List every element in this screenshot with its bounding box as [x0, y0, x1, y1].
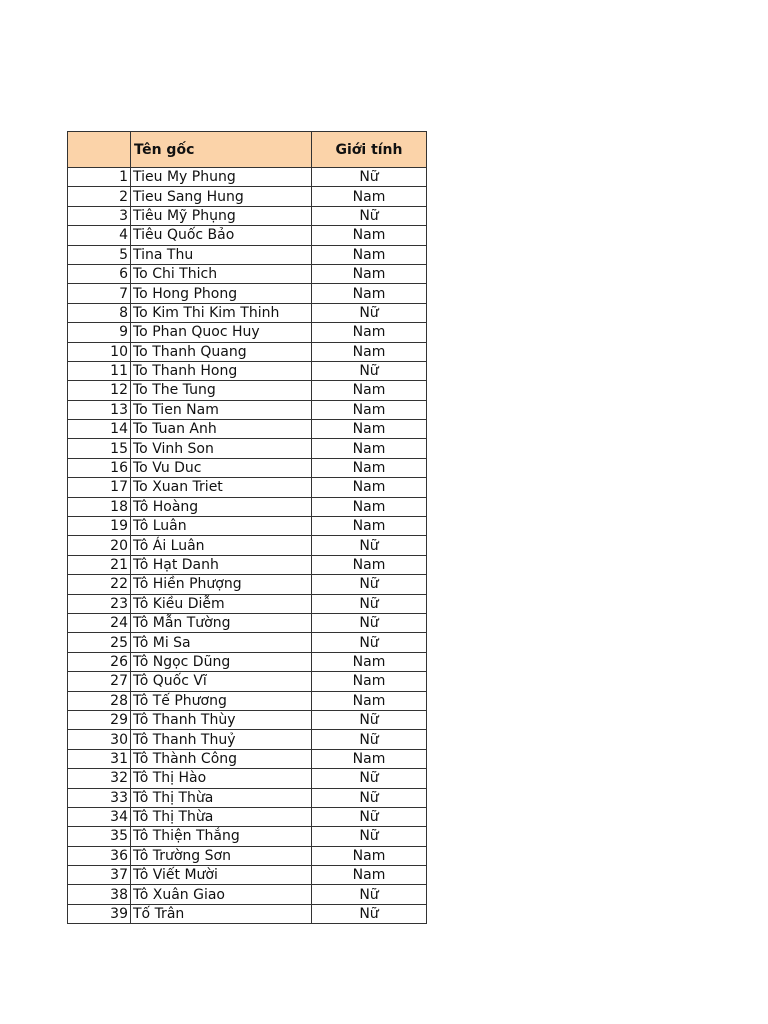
name-cell: Tieu Sang Hung — [131, 187, 312, 206]
table-row — [68, 323, 427, 342]
table-row — [68, 206, 427, 225]
row-index-cell: 15 — [68, 439, 131, 458]
gender-cell: Nam — [312, 866, 427, 885]
table-row — [68, 827, 427, 846]
gender-cell: Nam — [312, 497, 427, 516]
name-cell: To Thanh Hong — [131, 361, 312, 380]
gender-cell: Nam — [312, 555, 427, 574]
row-index-cell: 39 — [68, 904, 131, 923]
name-cell: Tô Xuân Giao — [131, 885, 312, 904]
table-row — [68, 381, 427, 400]
table-row — [68, 497, 427, 516]
name-cell: Tô Trường Sơn — [131, 846, 312, 865]
row-index-cell: 14 — [68, 420, 131, 439]
row-index-cell: 35 — [68, 827, 131, 846]
gender-cell: Nam — [312, 323, 427, 342]
row-index-cell: 38 — [68, 885, 131, 904]
gender-cell: Nữ — [312, 827, 427, 846]
name-cell: Tô Mi Sa — [131, 633, 312, 652]
row-index-cell: 24 — [68, 613, 131, 632]
header-name: Tên gốc — [131, 132, 312, 168]
table-row — [68, 672, 427, 691]
table-row — [68, 575, 427, 594]
name-cell: Tina Thu — [131, 245, 312, 264]
gender-cell: Nữ — [312, 769, 427, 788]
name-cell: Tô Quốc Vĩ — [131, 672, 312, 691]
name-cell: Tô Hiền Phượng — [131, 575, 312, 594]
gender-cell: Nam — [312, 691, 427, 710]
row-index-cell: 1 — [68, 168, 131, 187]
gender-cell: Nữ — [312, 710, 427, 729]
table-row — [68, 885, 427, 904]
gender-cell: Nữ — [312, 730, 427, 749]
gender-cell: Nam — [312, 187, 427, 206]
table-row — [68, 769, 427, 788]
row-index-cell: 18 — [68, 497, 131, 516]
gender-cell: Nam — [312, 342, 427, 361]
table-row — [68, 264, 427, 283]
table-row — [68, 284, 427, 303]
table-row — [68, 420, 427, 439]
row-index-cell: 2 — [68, 187, 131, 206]
gender-cell: Nam — [312, 672, 427, 691]
gender-cell: Nam — [312, 749, 427, 768]
gender-cell: Nữ — [312, 206, 427, 225]
gender-cell: Nữ — [312, 885, 427, 904]
gender-cell: Nữ — [312, 807, 427, 826]
table-row — [68, 168, 427, 187]
table-row — [68, 710, 427, 729]
header-gender: Giới tính — [312, 132, 427, 168]
gender-cell: Nam — [312, 400, 427, 419]
table-row — [68, 788, 427, 807]
row-index-cell: 20 — [68, 536, 131, 555]
table-row — [68, 730, 427, 749]
name-cell: To Kim Thi Kim Thinh — [131, 303, 312, 322]
table-body — [68, 168, 427, 924]
name-cell: Tô Thị Hào — [131, 769, 312, 788]
name-cell: To Tuan Anh — [131, 420, 312, 439]
row-index-cell: 10 — [68, 342, 131, 361]
row-index-cell: 31 — [68, 749, 131, 768]
name-cell: Tô Tế Phương — [131, 691, 312, 710]
table-row — [68, 245, 427, 264]
table-row — [68, 458, 427, 477]
table-row — [68, 652, 427, 671]
name-cell: Tô Thanh Thùy — [131, 710, 312, 729]
table-row — [68, 807, 427, 826]
name-cell: Tiêu Quốc Bảo — [131, 226, 312, 245]
table-row — [68, 691, 427, 710]
table-row — [68, 187, 427, 206]
name-cell: To Phan Quoc Huy — [131, 323, 312, 342]
row-index-cell: 30 — [68, 730, 131, 749]
row-index-cell: 23 — [68, 594, 131, 613]
table-row — [68, 904, 427, 923]
row-index-cell: 37 — [68, 866, 131, 885]
gender-cell: Nữ — [312, 788, 427, 807]
name-cell: To The Tung — [131, 381, 312, 400]
row-index-cell: 26 — [68, 652, 131, 671]
row-index-cell: 16 — [68, 458, 131, 477]
gender-cell: Nữ — [312, 575, 427, 594]
name-cell: Tô Hạt Danh — [131, 555, 312, 574]
gender-cell: Nam — [312, 381, 427, 400]
table-row — [68, 517, 427, 536]
gender-cell: Nam — [312, 420, 427, 439]
table-row — [68, 613, 427, 632]
gender-cell: Nam — [312, 439, 427, 458]
row-index-cell: 21 — [68, 555, 131, 574]
gender-cell: Nữ — [312, 361, 427, 380]
header-row — [68, 132, 427, 168]
name-cell: Tô Thị Thừa — [131, 807, 312, 826]
name-cell: Tô Ngọc Dũng — [131, 652, 312, 671]
name-cell: To Xuan Triet — [131, 478, 312, 497]
name-cell: To Thanh Quang — [131, 342, 312, 361]
name-cell: Tô Thị Thừa — [131, 788, 312, 807]
gender-cell: Nam — [312, 478, 427, 497]
row-index-cell: 5 — [68, 245, 131, 264]
name-cell: To Chi Thich — [131, 264, 312, 283]
name-cell: Tô Thành Công — [131, 749, 312, 768]
row-index-cell: 19 — [68, 517, 131, 536]
row-index-cell: 34 — [68, 807, 131, 826]
name-cell: Tô Thiện Thắng — [131, 827, 312, 846]
table-row — [68, 361, 427, 380]
table-row — [68, 633, 427, 652]
gender-cell: Nữ — [312, 613, 427, 632]
gender-cell: Nam — [312, 264, 427, 283]
name-gender-table — [67, 131, 427, 924]
gender-cell: Nam — [312, 652, 427, 671]
row-index-cell: 12 — [68, 381, 131, 400]
name-cell: Tiêu Mỹ Phụng — [131, 206, 312, 225]
gender-cell: Nữ — [312, 303, 427, 322]
table-row — [68, 342, 427, 361]
row-index-cell: 25 — [68, 633, 131, 652]
table-row — [68, 478, 427, 497]
row-index-cell: 9 — [68, 323, 131, 342]
table-row — [68, 439, 427, 458]
name-cell: To Vinh Son — [131, 439, 312, 458]
row-index-cell: 4 — [68, 226, 131, 245]
gender-cell: Nam — [312, 458, 427, 477]
table-row — [68, 303, 427, 322]
gender-cell: Nữ — [312, 536, 427, 555]
name-cell: Tô Mẫn Tường — [131, 613, 312, 632]
row-index-cell: 36 — [68, 846, 131, 865]
name-cell: Tô Kiều Diễm — [131, 594, 312, 613]
row-index-cell: 13 — [68, 400, 131, 419]
gender-cell: Nam — [312, 226, 427, 245]
table-row — [68, 594, 427, 613]
row-index-cell: 6 — [68, 264, 131, 283]
table-row — [68, 536, 427, 555]
table-row — [68, 226, 427, 245]
row-index-cell: 17 — [68, 478, 131, 497]
name-cell: Tieu My Phung — [131, 168, 312, 187]
gender-cell: Nữ — [312, 594, 427, 613]
gender-cell: Nam — [312, 284, 427, 303]
name-cell: To Vu Duc — [131, 458, 312, 477]
row-index-cell: 8 — [68, 303, 131, 322]
name-cell: Tố Trân — [131, 904, 312, 923]
table-row — [68, 400, 427, 419]
name-cell: Tô Luân — [131, 517, 312, 536]
table-row — [68, 846, 427, 865]
row-index-cell: 7 — [68, 284, 131, 303]
gender-cell: Nữ — [312, 904, 427, 923]
name-cell: Tô Thanh Thuỷ — [131, 730, 312, 749]
header-index — [68, 132, 131, 168]
row-index-cell: 11 — [68, 361, 131, 380]
table-row — [68, 866, 427, 885]
gender-cell: Nam — [312, 517, 427, 536]
row-index-cell: 29 — [68, 710, 131, 729]
row-index-cell: 22 — [68, 575, 131, 594]
name-cell: Tô Hoàng — [131, 497, 312, 516]
row-index-cell: 32 — [68, 769, 131, 788]
name-cell: To Tien Nam — [131, 400, 312, 419]
table-row — [68, 749, 427, 768]
name-cell: To Hong Phong — [131, 284, 312, 303]
name-cell: Tô Ái Luân — [131, 536, 312, 555]
row-index-cell: 3 — [68, 206, 131, 225]
table-row — [68, 555, 427, 574]
gender-cell: Nữ — [312, 168, 427, 187]
row-index-cell: 28 — [68, 691, 131, 710]
gender-cell: Nam — [312, 245, 427, 264]
gender-cell: Nam — [312, 846, 427, 865]
gender-cell: Nữ — [312, 633, 427, 652]
name-cell: Tô Viết Mười — [131, 866, 312, 885]
row-index-cell: 33 — [68, 788, 131, 807]
row-index-cell: 27 — [68, 672, 131, 691]
